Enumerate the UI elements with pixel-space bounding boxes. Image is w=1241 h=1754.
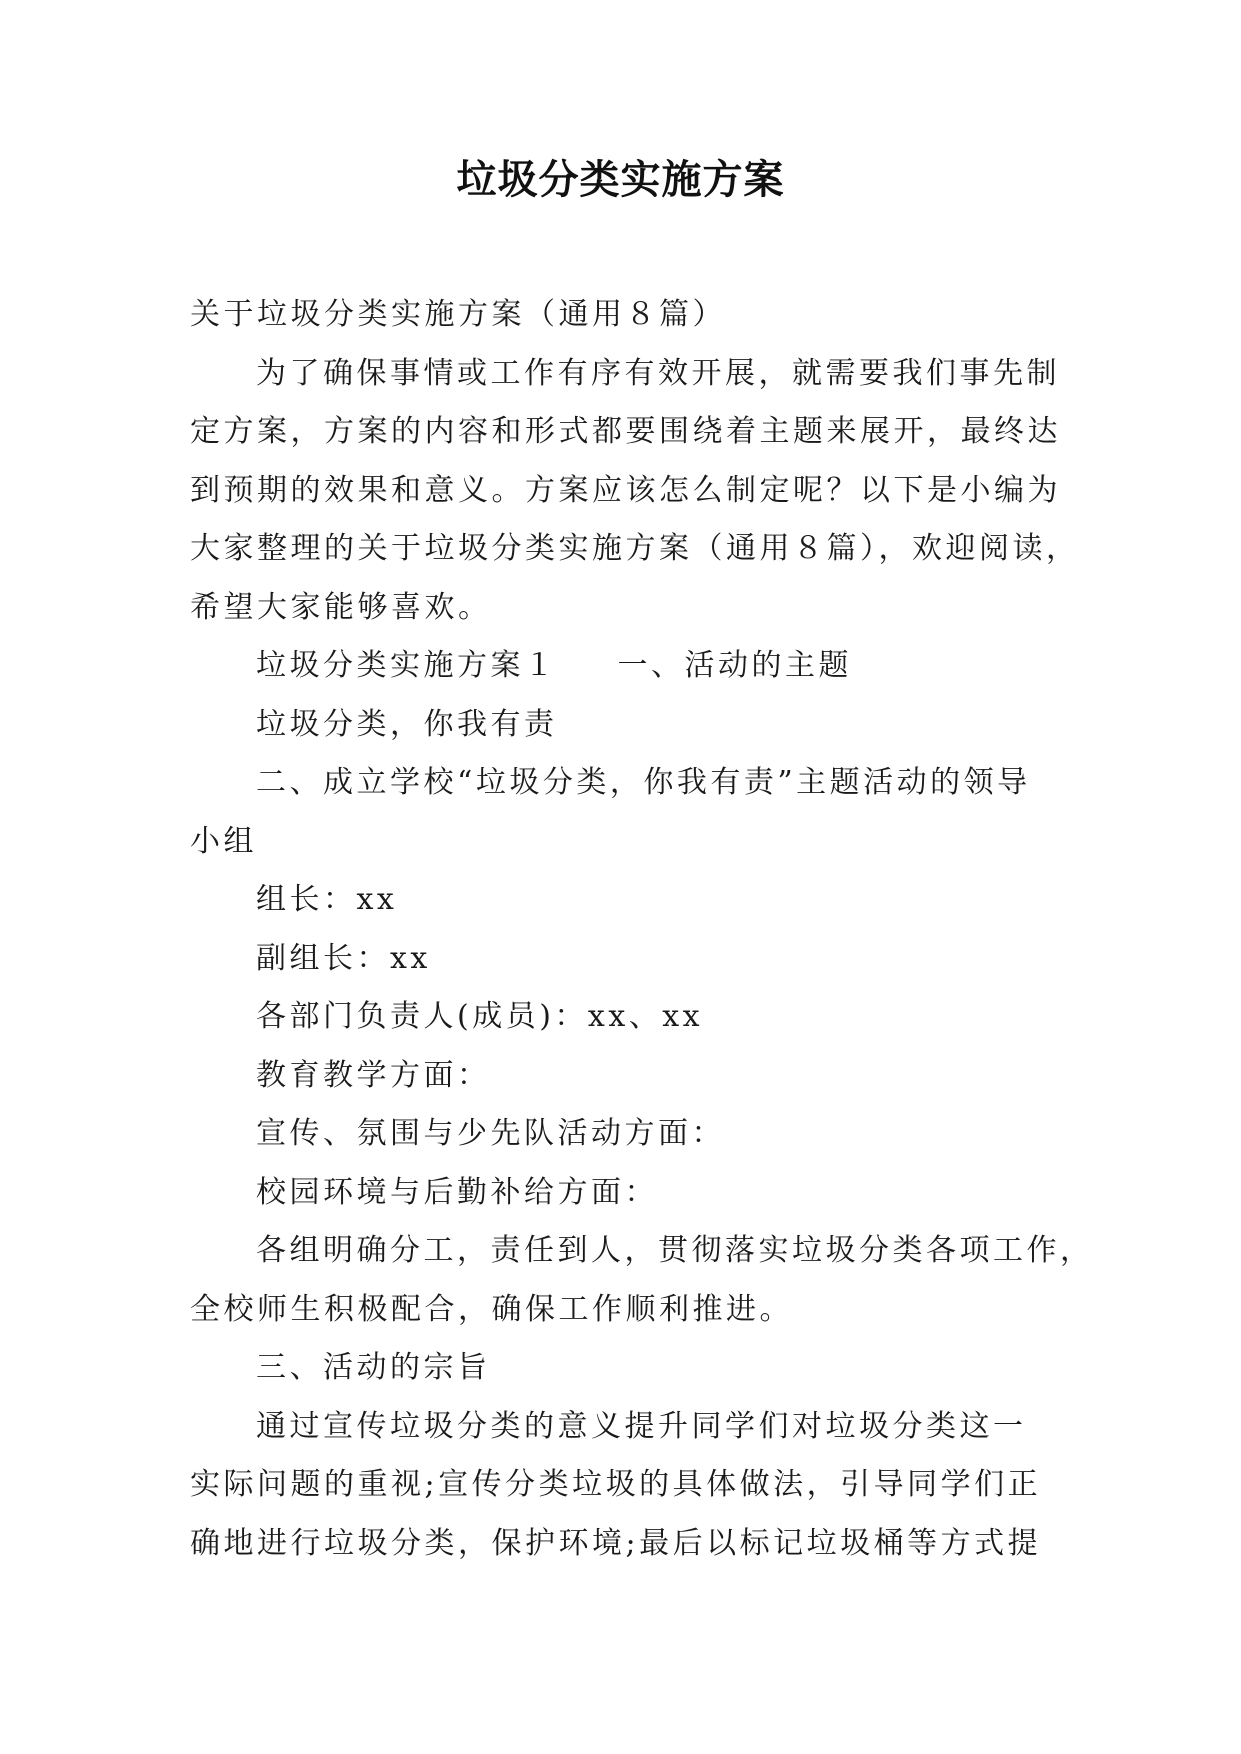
text-line: 三、活动的宗旨 (256, 1350, 491, 1385)
text-line: 关于垃圾分类实施方案（通用８篇） (190, 297, 726, 332)
text-line: 组长：xx (256, 882, 398, 917)
subsection-heading: 一、活动的主题 (617, 648, 852, 683)
text-line: 小组 (190, 823, 257, 859)
text-line: 希望大家能够喜欢。 (190, 589, 492, 625)
text-line: 确地进行垃圾分类，保护环境;最后以标记垃圾桶等方式提 (190, 1525, 1042, 1561)
text-line: 垃圾分类，你我有责 (256, 706, 558, 742)
text-line: 教育教学方面： (256, 1057, 491, 1093)
text-line: 宣传、氛围与少先队活动方面： (256, 1116, 725, 1151)
text-line: 到预期的效果和意义。方案应该怎么制定呢？以下是小编为 (190, 472, 1061, 508)
document-title: 垃圾分类实施方案 (456, 157, 785, 203)
text-line: 为了确保事情或工作有序有效开展，就需要我们事先制 (256, 355, 1060, 391)
text-line: 各部门负责人(成员)：xx、xx (256, 999, 704, 1034)
text-line: 各组明确分工，责任到人，贯彻落实垃圾分类各项工作， (256, 1233, 1094, 1268)
section-heading-line (190, 637, 1055, 696)
section-title: 垃圾分类实施方案１ (256, 648, 558, 683)
text-line: 大家整理的关于垃圾分类实施方案（通用８篇），欢迎阅读， (190, 531, 1080, 566)
text-line: 通过宣传垃圾分类的意义提升同学们对垃圾分类这一 (256, 1408, 1027, 1444)
text-line: 全校师生积极配合，确保工作顺利推进。 (190, 1291, 793, 1327)
text-line: 副组长：xx (256, 940, 431, 976)
text-line: 校园环境与后勤补给方面： (256, 1174, 658, 1210)
text-line: 实际问题的重视;宣传分类垃圾的具体做法，引导同学们正 (190, 1467, 1042, 1502)
document-body (190, 286, 1094, 1573)
text-line: 定方案，方案的内容和形式都要围绕着主题来展开，最终达 (190, 414, 1061, 449)
text-line: 二、成立学校“垃圾分类，你我有责”主题活动的领导 (256, 765, 1031, 800)
